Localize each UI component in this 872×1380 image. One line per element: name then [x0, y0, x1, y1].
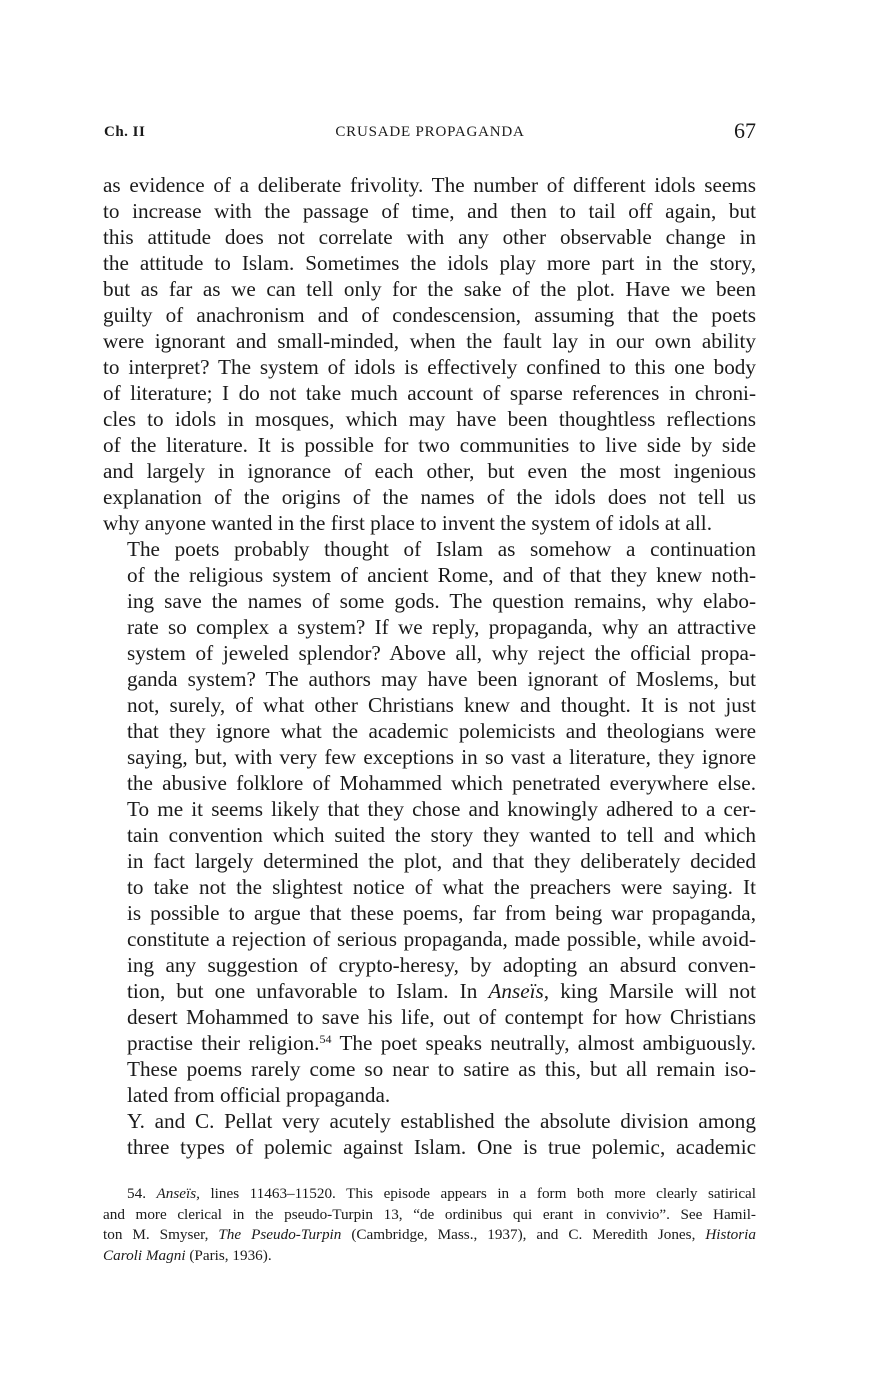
anseis-title: Anseïs,: [488, 979, 550, 1003]
text-line: tain convention which suited the story they wanted to tell and which: [127, 823, 756, 847]
text-line: To me it seems likely that they chose and knowingly adhered to a cer-: [127, 797, 756, 821]
text-line: but as far as we can tell only for the sake of the plot. Have we been: [103, 277, 756, 301]
text-line: constitute a rejection of serious propaganda, made possible, while avoid-: [127, 927, 756, 951]
text-line: were ignorant and small-minded, when the fault lay in our own ability: [103, 329, 756, 353]
running-header: [104, 118, 756, 148]
paragraph-1: [103, 172, 756, 536]
text-line: to interpret? The system of idols is effectively confined to this one body: [103, 355, 756, 379]
footnote-54: 54. Anseïs, lines 11463–11520. This episode appears in a form both more clearly satirical and more clerical in the pseudo-Turpin 13, “de ordinibus qui erant in convivio”. See Hamil- ton M. Smyser, The Pseudo-Turpin (Cambridge, Mass., 1937), and C. Meredith Jones, Historia Caroli Magni (Paris, 1936).: [103, 1185, 757, 1264]
page-number: 67: [734, 118, 756, 143]
text-line: to increase with the passage of time, and then to tail off again, but: [103, 199, 756, 223]
running-title: CRUSADE PROPAGANDA: [335, 124, 525, 140]
text-line: saying, but, with very few exceptions in so vast a literature, they ignore: [127, 745, 756, 769]
paragraph-3: [103, 1108, 756, 1160]
text-line: ing any suggestion of crypto-heresy, by adopting an absurd conven-: [127, 953, 756, 977]
text-line: The poets probably thought of Islam as somehow a continuation: [127, 537, 756, 561]
text-line: lated from official propaganda.: [127, 1083, 391, 1107]
text-line: ganda system? The authors may have been ignorant of Moslems, but: [127, 667, 756, 691]
text-line: of the religious system of ancient Rome, and of that they knew noth-: [127, 563, 756, 587]
text-line: desert Mohammed to save his life, out of contempt for how Christians: [127, 1005, 756, 1029]
text-line: cles to idols in mosques, which may have been thoughtless reflections: [103, 407, 756, 431]
text-line: three types of polemic against Islam. One is true polemic, academic: [127, 1135, 756, 1159]
footnote-reference[interactable]: 54: [319, 1032, 332, 1046]
text-line: guilty of anachronism and of condescension, assuming that the poets: [103, 303, 756, 327]
text-line: These poems rarely come so near to satire as this, but all remain iso-: [127, 1057, 756, 1081]
text-line: as evidence of a deliberate frivolity. The number of different idols seems: [103, 173, 756, 197]
text-line: to take not the slightest notice of what the preachers were saying. It: [127, 875, 756, 899]
text-line: is possible to argue that these poems, far from being war propaganda,: [127, 901, 756, 925]
text-line: of the literature. It is possible for two communities to live side by side: [103, 433, 756, 457]
text-line: that they ignore what the academic polemicists and theologians were: [127, 719, 756, 743]
text-line: this attitude does not correlate with any other observable change in: [103, 225, 756, 249]
text-line: in fact largely determined the plot, and that they deliberately decided: [127, 849, 756, 873]
text-line: system of jeweled splendor? Above all, why reject the official propa-: [127, 641, 756, 665]
text-line: why anyone wanted in the first place to invent the system of idols at all.: [103, 511, 712, 535]
text-line: and largely in ignorance of each other, but even the most ingenious: [103, 459, 756, 483]
body-text: [103, 172, 756, 1160]
chapter-label: Ch. II: [104, 124, 146, 140]
text-line: ing save the names of some gods. The question remains, why elabo-: [127, 589, 756, 613]
footnote-number: 54.: [127, 1185, 146, 1202]
text-line: Y. and C. Pellat very acutely established the absolute division among: [127, 1109, 756, 1133]
text-line: of literature; I do not take much account of sparse references in chroni-: [103, 381, 756, 405]
text-line: the attitude to Islam. Sometimes the idols play more part in the story,: [103, 251, 756, 275]
text-line: rate so complex a system? If we reply, propaganda, why an attractive: [127, 615, 756, 639]
text-line: explanation of the origins of the names of the idols does not tell us: [103, 485, 756, 509]
text-line: not, surely, of what other Christians knew and thought. It is not just: [127, 693, 756, 717]
paragraph-2: The poets probably thought of Islam as somehow a continuation of the religious system of ancient Rome, and of that they knew noth- ing save the names of some gods. The question remains, why elabo- rate so complex a system? If we reply, propaganda, why an attractive system of jeweled splendor? Above all, why reject the official propa- ganda system? The authors may have been ignorant of Moslems, but not, surely, of what other Christians knew and thought. It is not just that they ignore what the academic polemicists and theologians were saying, but, with very few exceptions in so vast a literature, they ignore the abusive folklore of Mohammed which penetrated everywhere else. To me it seems likely that they chose and knowingly adhered to a cer- tain convention which suited the story they wanted to tell and which in fact largely determined the plot, and that they deliberately decided to take not the slightest notice of what the preachers were saying. It is possible to argue that these poems, far from being war propaganda, constitute a rejection of serious propaganda, made possible, while avoid- ing any suggestion of crypto-heresy, by adopting an absurd conven- tion, but one unfavorable to Islam. In Anseïs, king Marsile will not desert Mohammed to save his life, out of contempt for how Christians practise their religion.$^{54}$ The poet speaks neutrally, almost ambiguously. These poems rarely come so near to satire as this, but all remain iso- lated from official propaganda.: [103, 536, 756, 1108]
text-line: the abusive folklore of Mohammed which penetrated everywhere else.: [127, 771, 756, 795]
